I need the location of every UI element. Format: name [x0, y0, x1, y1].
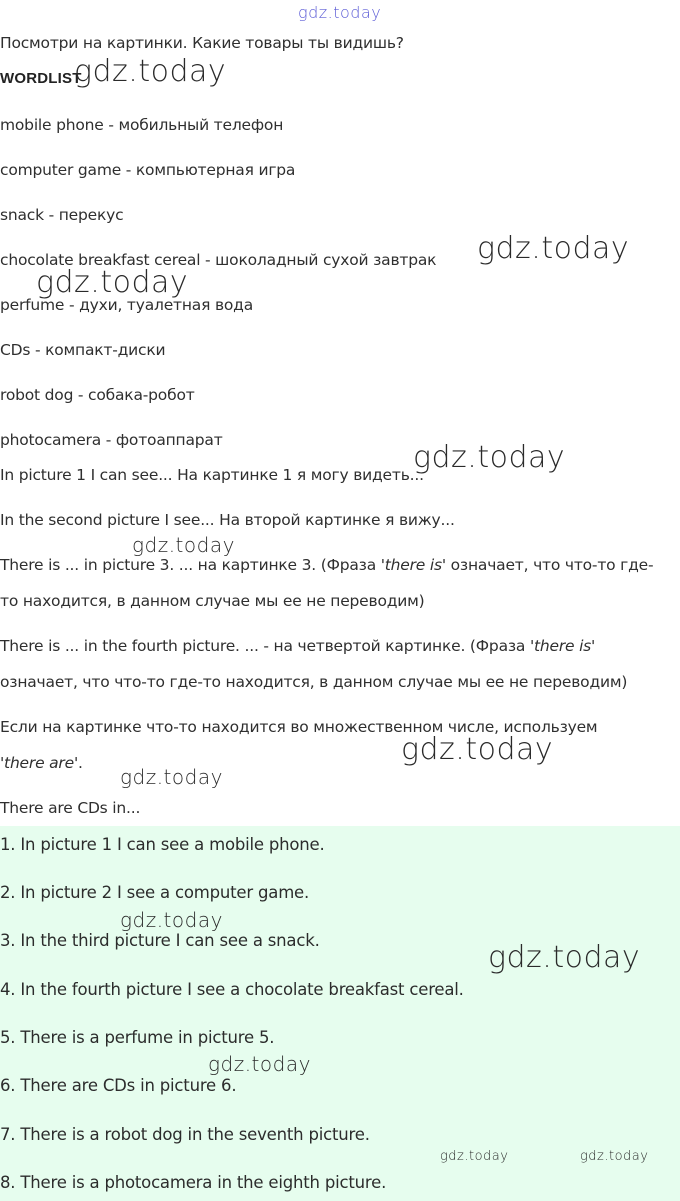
answer-item: 2. In picture 2 I see a computer game.	[0, 883, 310, 902]
answer-item: 1. In picture 1 I can see a mobile phone.	[0, 835, 325, 854]
answer-item: 4. In the fourth picture I see a chocolate breakfast cereal.	[0, 980, 464, 999]
answers-block	[0, 826, 680, 1201]
plural-note: Если на картинке что-то находится во множественном числе, используем	[0, 718, 598, 736]
answer-item: 8. There is a photocamera in the eighth picture.	[0, 1173, 387, 1192]
wordlist-item: robot dog - собака-робот	[0, 386, 195, 404]
phrase-picture-4-cont: означает, что что-то где-то находится, в данном случае мы ее не переводим)	[0, 673, 628, 691]
watermark: gdz.today	[580, 1149, 649, 1164]
phrase-picture-3-cont: то находится, в данном случае мы ее не переводим)	[0, 592, 425, 610]
phrase-text: There is ... in picture 3. ... на картинке 3. (Фраза	[0, 556, 381, 574]
wordlist-item: chocolate breakfast cereal - шоколадный сухой завтрак	[0, 251, 437, 269]
phrase-emphasis: 'there are'	[0, 754, 79, 772]
phrase-emphasis: 'there is'	[380, 556, 446, 574]
phrase-text: There is ... in the fourth picture. ... - на четвертой картинке. (Фраза	[0, 637, 530, 655]
watermark: gdz.today	[208, 1052, 311, 1076]
wordlist-item: computer game - компьютерная игра	[0, 161, 296, 179]
phrase-emphasis: 'there is'	[529, 637, 596, 655]
wordlist-item: perfume - духи, туалетная вода	[0, 296, 253, 314]
phrase-cds: There are CDs in...	[0, 799, 141, 817]
intro-text: Посмотри на картинки. Какие товары ты видишь?	[0, 34, 404, 52]
watermark: gdz.today	[132, 533, 235, 557]
wordlist-heading: WORDLIST	[0, 70, 82, 87]
answer-item: 3. In the third picture I can see a snack.	[0, 931, 320, 950]
phrase-text: означает, что что-то где-	[445, 556, 654, 574]
watermark: gdz.today	[401, 732, 554, 767]
answer-item: 6. There are CDs in picture 6.	[0, 1076, 237, 1095]
watermark: gdz.today	[488, 940, 641, 975]
wordlist-item: snack - перекус	[0, 206, 124, 224]
wordlist-item: CDs - компакт-диски	[0, 341, 166, 359]
watermark: gdz.today	[120, 765, 223, 789]
watermark: gdz.today	[36, 265, 189, 300]
watermark-top: gdz.today	[298, 3, 382, 22]
phrase-picture-4	[0, 637, 595, 655]
wordlist-item: mobile phone - мобильный телефон	[0, 116, 284, 134]
watermark: gdz.today	[120, 908, 223, 932]
wordlist-item: photocamera - фотоаппарат	[0, 431, 223, 449]
watermark: gdz.today	[477, 231, 630, 266]
phrase-picture-1: In picture 1 I can see... На картинке 1 я могу видеть...	[0, 466, 424, 484]
plural-note-cont	[0, 754, 83, 772]
watermark: gdz.today	[413, 440, 566, 475]
phrase-picture-2: In the second picture I see... На второй картинке я вижу...	[0, 511, 455, 529]
phrase-picture-3	[0, 556, 653, 574]
answer-item: 7. There is a robot dog in the seventh picture.	[0, 1125, 370, 1144]
answer-item: 5. There is a perfume in picture 5.	[0, 1028, 275, 1047]
watermark: gdz.today	[440, 1149, 509, 1164]
phrase-text: .	[78, 754, 83, 772]
watermark: gdz.today	[74, 54, 227, 89]
